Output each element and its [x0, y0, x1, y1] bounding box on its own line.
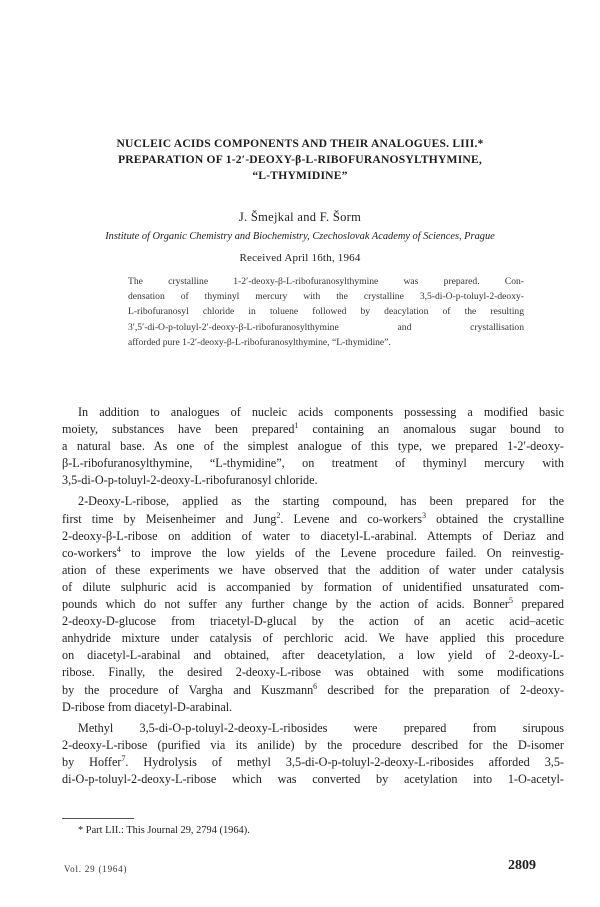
- body-line: ation of these experiments we have observed that the addition of water under catalysis: [62, 562, 564, 577]
- body-text: [62, 404, 564, 788]
- body-line: 2-deoxy-β-L-ribose on addition of water to diacetyl-L-arabinal. Attempts of Deriaz and: [62, 528, 564, 543]
- body-line: 2-deoxy-L-ribose (purified via its anilide) by the procedure described for the D-isomer: [62, 737, 564, 752]
- abstract-line: L-ribofuranosyl chloride in toluene followed by deacylation of the resulting: [128, 306, 524, 318]
- body-line: ribose. Finally, the desired 2-deoxy-L-ribose was obtained with some modifications: [62, 665, 564, 680]
- abstract: [128, 274, 524, 350]
- footnote-text: * Part LII.: This Journal 29, 2794 (1964).: [78, 825, 250, 836]
- abstract-line: The crystalline 1-2′-deoxy-β-L-ribofuranosylthymine was prepared. Con-: [128, 276, 524, 287]
- reference-1[interactable]: 1: [294, 421, 299, 431]
- body-line: 2-deoxy-D-glucose from triacetyl-D-glucal by the action of an acetic acid–acetic: [62, 614, 564, 629]
- institute: Institute of Organic Chemistry and Biochemistry, Czechoslovak Academy of Sciences, Prague: [105, 231, 495, 242]
- body-line: 3,5-di-O-p-toluyl-2-deoxy-L-ribofuranosyl chloride.: [62, 473, 318, 488]
- reference-5[interactable]: 5: [508, 595, 513, 605]
- body-line: of dilute sulphuric acid is accompanied by formation of unidentified unsaturated com-: [62, 579, 564, 594]
- body-line: Methyl 3,5-di-O-p-toluyl-2-deoxy-L-ribosides were prepared from sirupous: [78, 720, 564, 735]
- title-line-2: PREPARATION OF 1-2′-DEOXY-β-L-RIBOFURANOSYLTHYMINE,: [117, 153, 483, 166]
- body-line: D-ribose from diacetyl-D-arabinal.: [62, 699, 233, 714]
- abstract-line: afforded pure 1-2′-deoxy-β-L-ribofuranosylthymine, “L-thymidine”.: [128, 336, 391, 348]
- body-line: by Hoffer$^7$. Hydrolysis of methyl 3,5-di-O-p-toluyl-2-deoxy-L-ribosides afforded 3,5-: [62, 753, 564, 769]
- title-line-1: NUCLEIC ACIDS COMPONENTS AND THEIR ANALOGUES. LIII.*: [116, 137, 484, 150]
- received-date: Received April 16th, 1964: [239, 252, 361, 264]
- reference-2[interactable]: 2: [276, 510, 281, 520]
- footnote-divider: [62, 818, 134, 819]
- abstract-line: 3′,5′-di-O-p-toluyl-2′-deoxy-β-L-ribofuranosylthymine and crystallisation: [128, 321, 524, 333]
- body-line: on diacetyl-L-arabinal and obtained, after deacetylation, a low yield of 2-deoxy-L-: [62, 648, 564, 663]
- reference-3[interactable]: 3: [422, 510, 427, 520]
- body-line: β-L-ribofuranosylthymine, “L-thymidine”, on treatment of thyminyl mercury with: [62, 456, 564, 471]
- abstract-line: densation of thyminyl mercury with the crystalline 3,5-di-O-p-toluyl-2-deoxy-: [128, 291, 524, 303]
- body-line: di-O-p-toluyl-2-deoxy-L-ribose which was converted by acetylation into 1-O-acetyl-: [62, 771, 564, 786]
- reference-4[interactable]: 4: [116, 544, 121, 554]
- reference-7[interactable]: 7: [121, 753, 126, 763]
- body-line: In addition to analogues of nucleic acids components possessing a modified basic: [78, 405, 564, 419]
- reference-6[interactable]: 6: [313, 681, 318, 691]
- body-line: pounds which do not suffer any further change by the action of acids. Bonner$^5$ prepared: [62, 595, 564, 612]
- article-title: [40, 136, 560, 184]
- body-line: by the procedure of Vargha and Kuszmann$^6$ described for the preparation of 2-deoxy-: [62, 681, 564, 697]
- body-line: first time by Meisenheimer and Jung$^2$. Levene and co-workers$^3$ obtained the crystalline: [62, 510, 564, 526]
- page-number: 2809: [508, 858, 536, 873]
- title-line-3: “L-THYMIDINE”: [252, 169, 348, 182]
- body-line: moiety, substances have been prepared$^1$ containing an anomalous sugar bound to: [62, 421, 564, 437]
- authors: J. Šmejkal and F. Šorm: [238, 210, 362, 224]
- body-line: anhydride mixture under catalysis of perchloric acid. We have applied this procedure: [62, 631, 564, 646]
- volume-label: Vol. 29 (1964): [64, 864, 128, 874]
- body-line: 2-Deoxy-L-ribose, applied as the starting compound, has been prepared for the: [78, 494, 564, 509]
- body-line: co-workers$^4$ to improve the low yields of the Levene procedure failed. On reinvestig-: [62, 544, 564, 560]
- footnote: [78, 825, 250, 836]
- body-line: a natural base. As one of the simplest analogue of this type, we prepared 1-2′-deoxy-: [62, 439, 564, 454]
